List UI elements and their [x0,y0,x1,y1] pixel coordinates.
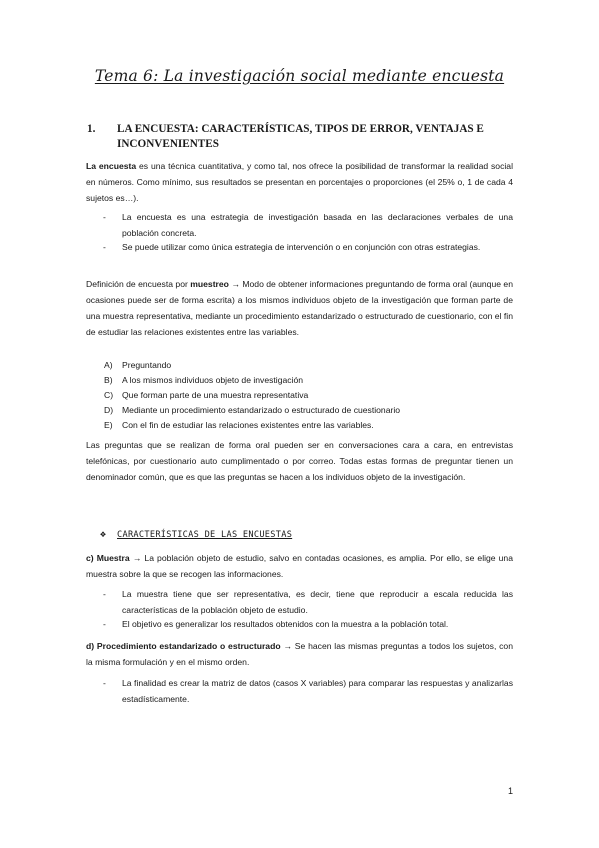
procedimiento-text: → Se hacen las mismas preguntas a todos los sujetos, con la misma formulación y en el mismo orden. [86,641,513,667]
section-heading [87,122,517,152]
intro-bold: La encuesta [86,161,137,171]
list-item [103,617,513,633]
section-heading-text: LA ENCUESTA: CARACTERÍSTICAS, TIPOS DE ERROR, VENTAJAS E INCONVENIENTES [117,123,484,150]
list-marker: A) [104,360,113,370]
definition-bold: muestreo [190,279,229,289]
list-item [103,210,513,241]
list-item [104,388,504,403]
list-marker: B) [104,375,113,385]
bullet-marker: - [103,242,106,252]
bullet-marker: - [103,589,106,599]
page-title: Tema 6: La investigación social mediante encuesta [94,67,505,85]
intro-text: es una técnica cuantitativa, y como tal, nos ofrece la posibilidad de transformar la realidad social en números. Como mínimo, sus resultados se presentan en porcentajes o proporciones (el 25% o, 1 de cada 4 sujetos es…). [86,161,513,203]
muestra-bold: c) Muestra [86,553,130,563]
muestra-text: → La población objeto de estudio, salvo en contadas ocasiones, es amplia. Por ello, se elige una muestra sobre la que se recogen las informaciones. [86,553,513,579]
definition-paragraph [86,276,513,340]
list-item [104,418,504,433]
bullet-marker: - [103,212,106,222]
list-item [103,587,513,618]
list-item-text: Con el fin de estudiar las relaciones existentes entre las variables. [122,420,374,430]
list-item [104,373,504,388]
bullet-marker: - [103,619,106,629]
definition-before: Definición de encuesta por [86,279,191,289]
list-item [103,676,513,707]
intro-paragraph [86,158,513,206]
list-item-text: La finalidad es crear la matriz de datos (casos X variables) para comparar las respuestas y analizarlas estadísticamente. [122,678,513,704]
list-item-text: El objetivo es generalizar los resultados obtenidos con la muestra a la población total. [122,619,449,629]
list-item-text: A los mismos individuos objeto de investigación [122,375,304,385]
questions-paragraph: Las preguntas que se realizan de forma oral pueden ser en conversaciones cara a cara, en entrevistas telefónicas, por cuestionario auto cumplimentado o por correo. Todas estas formas de preguntar tienen un denominador común, que es que las preguntas se hacen a los individuos objeto de la investigación. [86,440,513,482]
list-item-text: La muestra tiene que ser representativa, es decir, tiene que reproducir a escala reducida las características de la población objeto de estudio. [122,589,513,615]
list-item-text: Mediante un procedimiento estandarizado o estructurado de cuestionario [122,405,401,415]
muestra-paragraph [86,550,513,582]
list-item [104,403,504,418]
subsection-heading [100,529,293,540]
list-item-text: Se puede utilizar como única estrategia de intervención o en conjunción con otras estrategias. [122,242,481,252]
subsection-heading-text: CARACTERÍSTICAS DE LAS ENCUESTAS [117,530,293,540]
list-item [104,358,504,373]
procedimiento-bold: d) Procedimiento estandarizado o estructurado [86,641,281,651]
list-item [103,240,513,256]
procedimiento-paragraph [86,638,513,670]
list-marker: C) [104,390,114,400]
list-item-text: Que forman parte de una muestra representativa [122,390,309,400]
page-number: 1 [507,786,513,796]
diamond-bullet-icon: ❖ [100,529,107,540]
list-marker: D) [104,405,114,415]
section-number: 1. [87,123,96,135]
bullet-marker: - [103,678,106,688]
list-item-text: La encuesta es una estrategia de investigación basada en las declaraciones verbales de una población concreta. [122,212,513,238]
definition-after: → Modo de obtener informaciones preguntando de forma oral (aunque en ocasiones puede ser de forma escrita) a los mismos individuos objeto de la investigación que forman parte de una muestra representativa, mediante un procedimiento estandarizado o estructurado de cuestionario, con el fin de estudiar las relaciones existentes entre las variables. [86,279,513,337]
list-marker: E) [104,420,113,430]
list-item-text: Preguntando [122,360,172,370]
